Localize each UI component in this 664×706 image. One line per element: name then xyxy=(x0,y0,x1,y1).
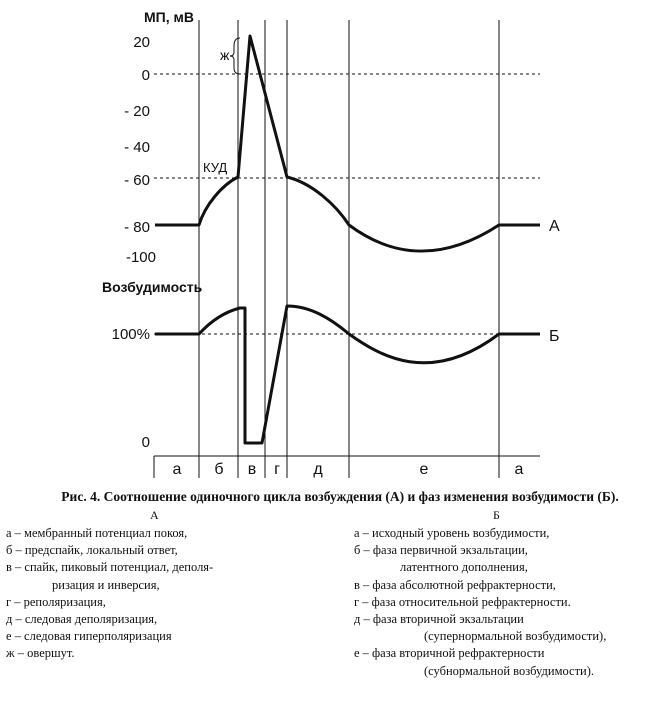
y-axis-title: МП, мВ xyxy=(144,9,194,25)
legend-b-line: в – фаза абсолютной рефрактерности, xyxy=(354,577,556,592)
legend-a-line: б – предспайк, локальный ответ, xyxy=(6,543,178,558)
legend-a-line: е – следовая гиперполяризация xyxy=(6,629,172,644)
tick-label: - 60 xyxy=(124,172,150,189)
legend-b-line: б – фаза первичной экзальтации, xyxy=(354,543,528,558)
phase-label: а xyxy=(514,461,524,478)
phase-label: е xyxy=(419,461,429,478)
legend-b-line: д – фаза вторичной экзальтации xyxy=(354,612,524,627)
tick-label: - 40 xyxy=(124,139,150,156)
tick-label: 20 xyxy=(133,34,150,51)
tick-label: - 80 xyxy=(124,219,150,236)
legend-b-line: г – фаза относительной рефрактерности. xyxy=(354,594,571,609)
phase-label: г xyxy=(274,461,280,478)
legend-b-line: (субнормальной возбудимости). xyxy=(424,663,595,678)
legend-a xyxy=(6,525,213,663)
legend-a-line: ж – овершут. xyxy=(6,646,75,661)
mp-tick-labels xyxy=(124,34,156,266)
excitability-tick-0: 0 xyxy=(141,434,150,451)
legend-b-line: е – фаза вторичной рефрактерности xyxy=(354,646,545,661)
excitability-title: Возбудимость xyxy=(102,279,203,295)
curve-a-label: А xyxy=(549,218,560,235)
curve-b-label: Б xyxy=(549,328,560,345)
overshoot-label: ж xyxy=(220,47,230,63)
phase-label: д xyxy=(313,461,323,478)
legend-b-line: (супернормальной возбудимости), xyxy=(424,629,607,644)
kud-label: КУД xyxy=(203,160,228,175)
phase-label: а xyxy=(172,461,182,478)
tick-label: 0 xyxy=(141,67,150,84)
legend-a-line: д – следовая деполяризация, xyxy=(6,612,158,627)
legend-a-head: А xyxy=(150,508,159,522)
legend-a-line: а – мембранный потенциал покоя, xyxy=(6,526,188,540)
curve-a-membrane-potential xyxy=(155,36,540,251)
legend-b-line: латентного дополнения, xyxy=(400,560,528,575)
tick-label: - 20 xyxy=(124,103,150,120)
legend-a-line: ризация и инверсия, xyxy=(52,577,160,592)
phase-labels xyxy=(173,461,524,478)
figure-caption: Рис. 4. Соотношение одиночного цикла возбуждения (А) и фаз изменения возбудимости (Б). xyxy=(61,489,619,504)
legend-b-head: Б xyxy=(493,508,500,522)
legend-b xyxy=(354,525,606,680)
phase-label: в xyxy=(247,461,257,478)
phase-label: б xyxy=(214,461,224,478)
legend-b-line: а – исходный уровень возбудимости, xyxy=(354,526,550,540)
curve-b-excitability xyxy=(155,306,540,443)
legend-a-line: в – спайк, пиковый потенциал, деполя- xyxy=(6,560,214,575)
tick-label: -100 xyxy=(125,249,156,266)
excitability-tick-100: 100% xyxy=(111,326,150,343)
legend-a-line: г – реполяризация, xyxy=(6,594,106,609)
